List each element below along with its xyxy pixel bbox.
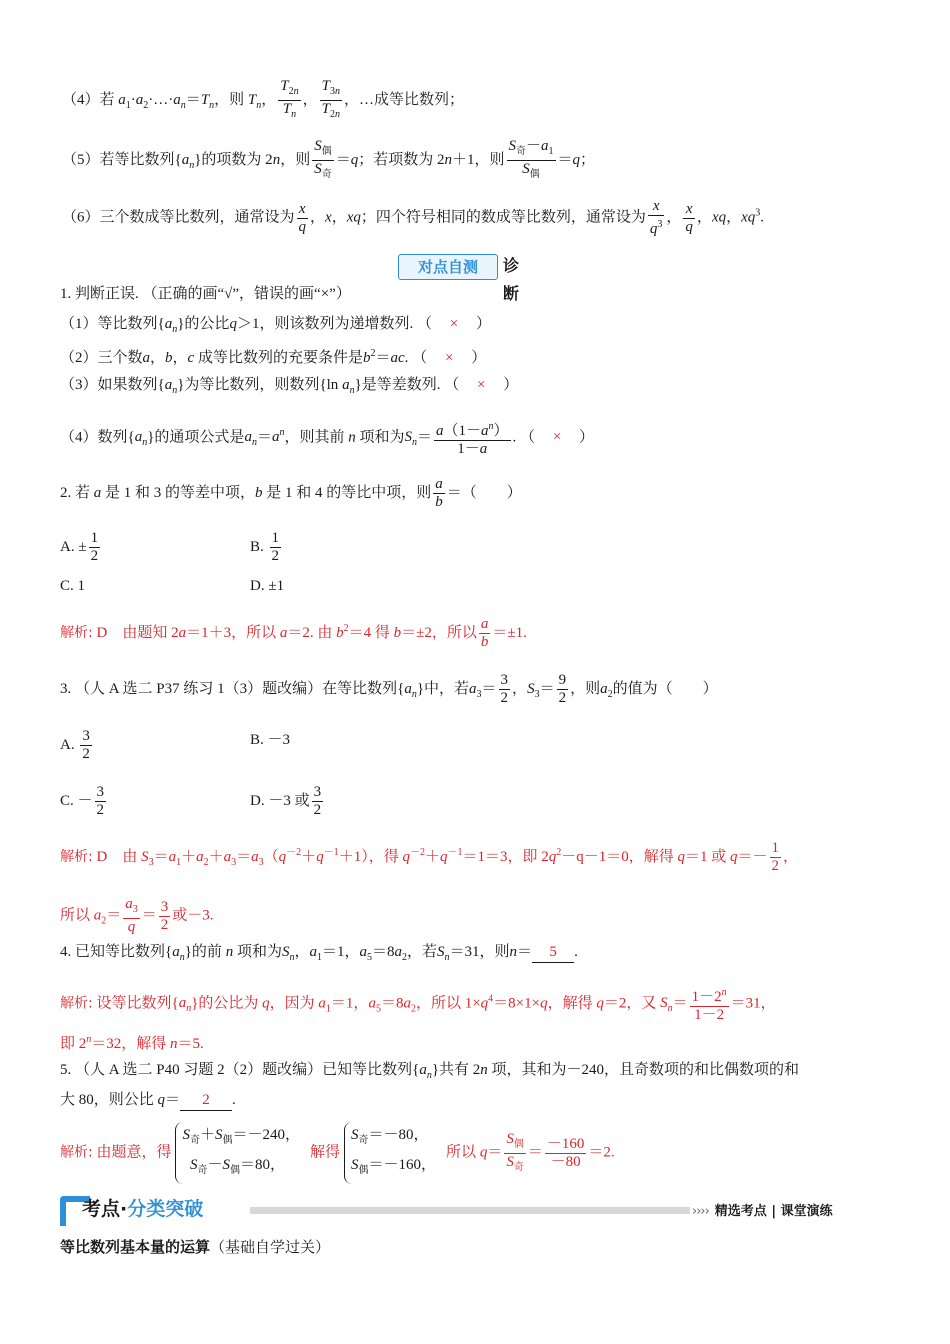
section-divider: [250, 1207, 690, 1214]
chevrons-icon: ››››: [692, 1204, 709, 1219]
q5-answer: 2: [180, 1090, 232, 1111]
q1-statement-2: （2）三个数a，b，c 成等比数列的充要条件是$b^2=ac$. （ × ）: [60, 348, 487, 366]
section-bar: [60, 1196, 890, 1226]
q1-4-mark: ×: [552, 429, 562, 446]
q2-stem: 2. 若 a 是 1 和 3 的等差中项，b 是 1 和 4 的等比中项，则 $\frac{a}{b}$ ＝（ ）: [60, 476, 522, 510]
q4-analysis-line2: 即 $2^n=32$，解得 n＝5.: [60, 1034, 204, 1052]
section-title: 考点·分类突破: [82, 1198, 204, 1220]
q3-analysis-line2: 所以 $a_2=$ $\frac{a_3}{q}$ ＝ $\frac{3}{2}$ 或－3.: [60, 896, 214, 935]
q3-option-b[interactable]: B. －3: [250, 732, 291, 748]
q5-stem-line1: 5. （人 A 选二 P40 习题 2（2）题改编）已知等比数列$\{a_n\}$共有 2n 项，其和为－240，且奇数项的和比偶数项的和: [60, 1062, 800, 1081]
q1-statement-1: （1）等比数列$\{a_n\}$的公比q＞1，则该数列为递增数列. （ × ）: [60, 316, 491, 335]
q3-analysis-line1: 解析: D 由 $S_3=a_1+a_2+a_3=a_3(q^{-2}+q^{-1}+1)$，得 $q^{-2}+q^{-1}=1=3$，即 $2q^2-q-1=0$，解得 q＝1 或 q＝－ $\frac{1}{2}$ ，: [60, 840, 799, 874]
q2-analysis: 解析: D 由题知 2a＝1＋3，所以 a＝2. 由 $b^2=4$ 得 b＝±2，所以 $\frac{a}{b}$ ＝±1.: [60, 616, 527, 650]
q1-2-mark: ×: [444, 350, 454, 366]
q3-option-c[interactable]: C. － $\frac{3}{2}$: [60, 784, 105, 818]
q3-stem: 3. （人 A 选二 P37 练习 1（3）题改编）在等比数列$\{a_n\}$中，若$a_3=$ $\frac{3}{2}$ ，$S_3=$ $\frac{9}{2}$ ，则$a_2$的值为（ ）: [60, 672, 718, 706]
diagnosis-header-suffix: 诊断: [503, 256, 520, 303]
q2-option-d[interactable]: D. ±1: [250, 578, 285, 594]
q1-1-mark: ×: [449, 316, 459, 332]
q5-stem-line2: 大 80，则公比 q＝ 2 .: [60, 1090, 236, 1111]
q1-statement-4: （4）数列$\{a_n\}$的通项公式是$a_n=a^n$，则其前 n 项和为$S_n=$ $\frac{a(1-a^n)}{1-a}$ . （ × ）: [60, 418, 594, 458]
diagnosis-header-box: 对点自测: [398, 254, 498, 280]
q4-analysis-line1: 解析: 设等比数列$\{a_n\}$的公比为 q，因为 $a_1=1$，$a_5=8a_2$，所以 $1\times q^4=8\times 1\times q$，解得 q＝2，又 $S_n=$ $\frac{1-2^n}{1-2}$ ＝31，: [60, 984, 776, 1024]
subsection-title: 等比数列基本量的运算（基础自学过关）: [60, 1238, 331, 1256]
q1-statement-3: （3）如果数列$\{a_n\}$为等比数列，则数列{ln $a_n$}是等差数列. （ × ）: [60, 377, 519, 396]
property-5: （5）若等比数列$\{a_n\}$的项数为 2n，则 $\frac{S_偶}{S_奇}$ ＝q；若项数为 2n＋1，则 $\frac{S_奇-a_1}{S_偶}$ ＝q；: [62, 138, 596, 180]
q1-stem: 1. 判断正误. （正确的画“√”，错误的画“×”）: [60, 286, 351, 302]
property-4: （4）若 $a_1\cdot a_2\cdot\dots\cdot a_n=T_n$，则 $T_n$， $\frac{T_{2n}}{T_n}$ ， $\frac{T_{3n}}{T_{2n}}$ ，…成等比数列；: [62, 78, 464, 120]
q4-answer: 5: [532, 942, 574, 963]
section-right-label: ›››› 精选考点 | 课堂演练: [692, 1204, 833, 1219]
q4-stem: 4. 已知等比数列$\{a_n\}$的前 n 项和为$S_n$，$a_1=1$，$a_5=8a_2$，若$S_n=31$，则n＝ 5 .: [60, 944, 578, 963]
q5-analysis: 解析: 由题意，得$S_奇+S_偶=-240$， $S_奇-S_偶=80$，解得$S_奇=-80$， $S_偶=-160$，所以 q＝ $\frac{S_偶}{S_奇}$ ＝ $\frac{-160}{-80}$ ＝2.: [60, 1122, 615, 1184]
q2-option-c[interactable]: C. 1: [60, 578, 86, 594]
q3-option-a[interactable]: A. $\frac{3}{2}$: [60, 728, 90, 762]
q3-option-d[interactable]: D. －3 或 $\frac{3}{2}$: [250, 784, 322, 818]
q2-option-a[interactable]: A. ± $\frac{1}{2}$: [60, 530, 99, 564]
property-6: （6）三个数成等比数列，通常设为 $\frac{x}{q}$ ，x，xq；四个符号相同的数成等比数列，通常设为 $\frac{x}{q^3}$ ， $\frac{x}{q}$ ，xq，$xq^3$.: [62, 198, 765, 237]
q1-3-mark: ×: [477, 377, 486, 393]
q2-option-b[interactable]: B. $\frac{1}{2}$: [250, 530, 280, 564]
